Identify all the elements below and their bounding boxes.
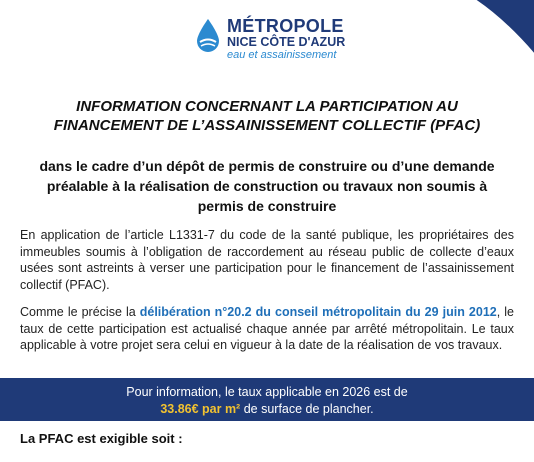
logo-title: MÉTROPOLE bbox=[227, 16, 344, 36]
paragraph-article-l1331: En application de l’article L1331-7 du code de la santé publique, les propriétaires des immeubles soumis à l’obligation de raccordement au réseau public de collecte d’eaux usées sont astreints à verser une participation pour le financement de l’assainissement collectif (PFAC). bbox=[20, 228, 514, 292]
subtitle-line-2: préalable à la réalisation de construction ou travaux non soumis à bbox=[46, 178, 488, 194]
paragraph-deliberation bbox=[20, 304, 514, 354]
banner-line-2 bbox=[0, 401, 534, 418]
deliberation-reference: délibération n°20.2 du conseil métropolitain du 29 juin 2012 bbox=[139, 305, 497, 319]
exigible-heading: La PFAC est exigible soit : bbox=[20, 431, 183, 446]
document-subtitle bbox=[20, 156, 514, 216]
title-line-2: FINANCEMENT DE L’ASSAINISSEMENT COLLECTIF (PFAC) bbox=[53, 117, 481, 134]
metropole-logo bbox=[195, 12, 345, 62]
corner-decoration bbox=[414, 0, 534, 70]
banner-line-1: Pour information, le taux applicable en 2026 est de bbox=[126, 385, 408, 399]
subtitle-line-3: permis de construire bbox=[197, 198, 337, 214]
paragraph2-after: , le taux de cette participation est actualisé chaque année par arrêté métropolitain. Le taux applicable à votre projet sera celui en vigueur à la date de la réalisation de vos travaux. bbox=[20, 305, 514, 352]
subtitle-line-1: dans le cadre d’un dépôt de permis de construire ou d’une demande bbox=[39, 158, 495, 174]
document-title bbox=[0, 97, 534, 135]
rate-value: 33.86€ par m² bbox=[160, 402, 241, 416]
paragraph2-before: Comme le précise la bbox=[20, 305, 140, 319]
logo-subtitle: NICE CÔTE D'AZUR bbox=[227, 35, 346, 49]
banner-rest: de surface de plancher. bbox=[240, 402, 374, 416]
title-line-1: INFORMATION CONCERNANT LA PARTICIPATION AU bbox=[76, 98, 458, 115]
rate-banner bbox=[0, 378, 534, 421]
water-drop-icon bbox=[195, 18, 221, 54]
logo-tagline: eau et assainissement bbox=[227, 49, 337, 61]
